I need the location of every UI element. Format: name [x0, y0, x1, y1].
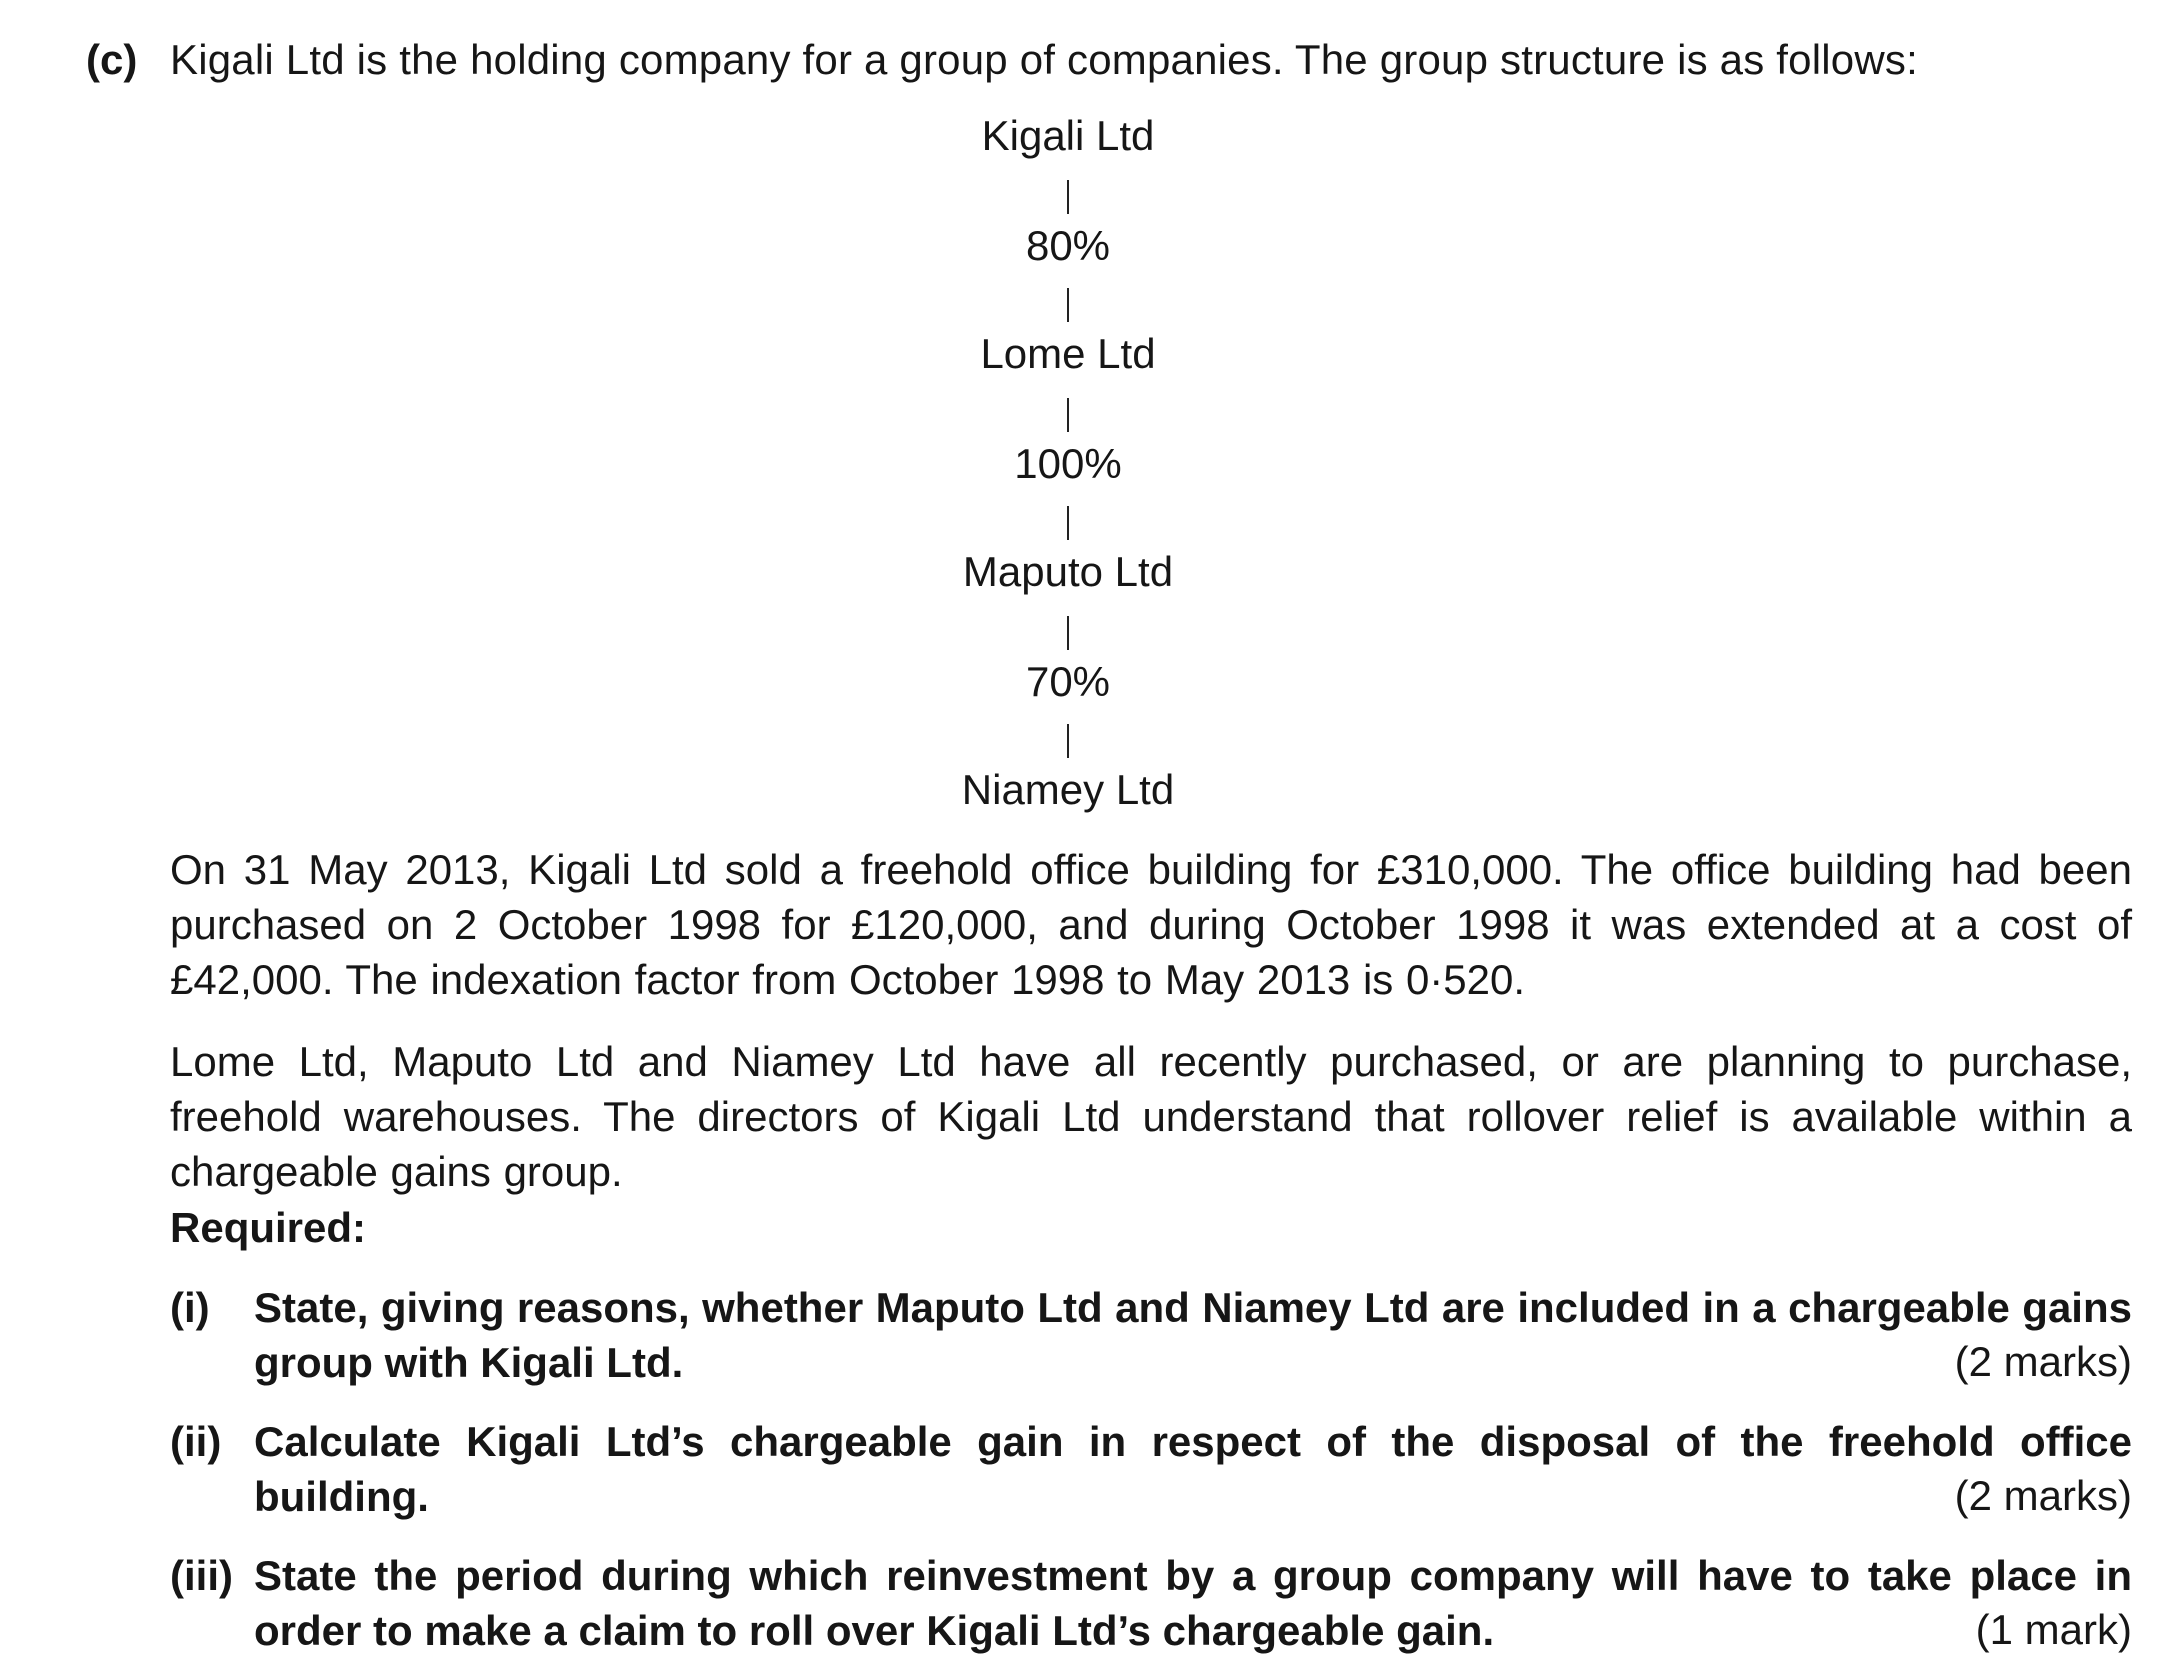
item-marks: (2 marks) [1954, 1472, 2132, 1519]
scenario-paragraph: Lome Ltd, Maputo Ltd and Niamey Ltd have all recently purchased, or are planning to purchase, freehold warehouses. The directors of Kigali Ltd understand that rollover relief is available within a chargeable gains group. [170, 1038, 2132, 1195]
item-text: State the period during which reinvestment by a group company will have to take place in order to make a claim to roll over Kigali Ltd’s chargeable gain. [254, 1552, 2132, 1654]
required-heading: Required: [170, 1204, 367, 1251]
item-marks: (2 marks) [1954, 1338, 2132, 1385]
scenario-paragraph: On 31 May 2013, Kigali Ltd sold a freehold office building for £310,000. The office building had been purchased on 2 October 1998 for £120,000, and during October 1998 it was extended at a cost of £42,000. The indexation factor from October 1998 to May 2013 is 0·520. [170, 846, 2132, 1003]
holding-niamey: 70% [1025, 658, 1111, 705]
item-number: (iii) [170, 1552, 233, 1599]
company-kigali: Kigali Ltd [981, 112, 1155, 159]
question-intro: Kigali Ltd is the holding company for a group of companies. The group structure is as follows: [170, 36, 1918, 83]
item-text: State, giving reasons, whether Maputo Ltd and Niamey Ltd are included in a chargeable gains group with Kigali Ltd. [254, 1284, 2132, 1386]
item-text: Calculate Kigali Ltd’s chargeable gain in respect of the disposal of the freehold office building. [254, 1418, 2132, 1520]
group-structure-chart [872, 108, 1264, 828]
item-marks: (1 mark) [1975, 1606, 2132, 1653]
item-number: (ii) [170, 1418, 222, 1465]
connector-line [1067, 180, 1069, 214]
connector-line [1067, 616, 1069, 650]
company-maputo: Maputo Ltd [962, 548, 1174, 595]
company-niamey: Niamey Ltd [961, 766, 1175, 813]
item-number: (i) [170, 1284, 210, 1331]
company-lome: Lome Ltd [980, 330, 1156, 377]
connector-line [1067, 398, 1069, 432]
question-label: (c) [86, 36, 138, 83]
connector-line [1067, 506, 1069, 540]
holding-lome: 80% [1025, 222, 1111, 269]
holding-maputo: 100% [1014, 440, 1122, 487]
connector-line [1067, 288, 1069, 322]
connector-line [1067, 724, 1069, 758]
